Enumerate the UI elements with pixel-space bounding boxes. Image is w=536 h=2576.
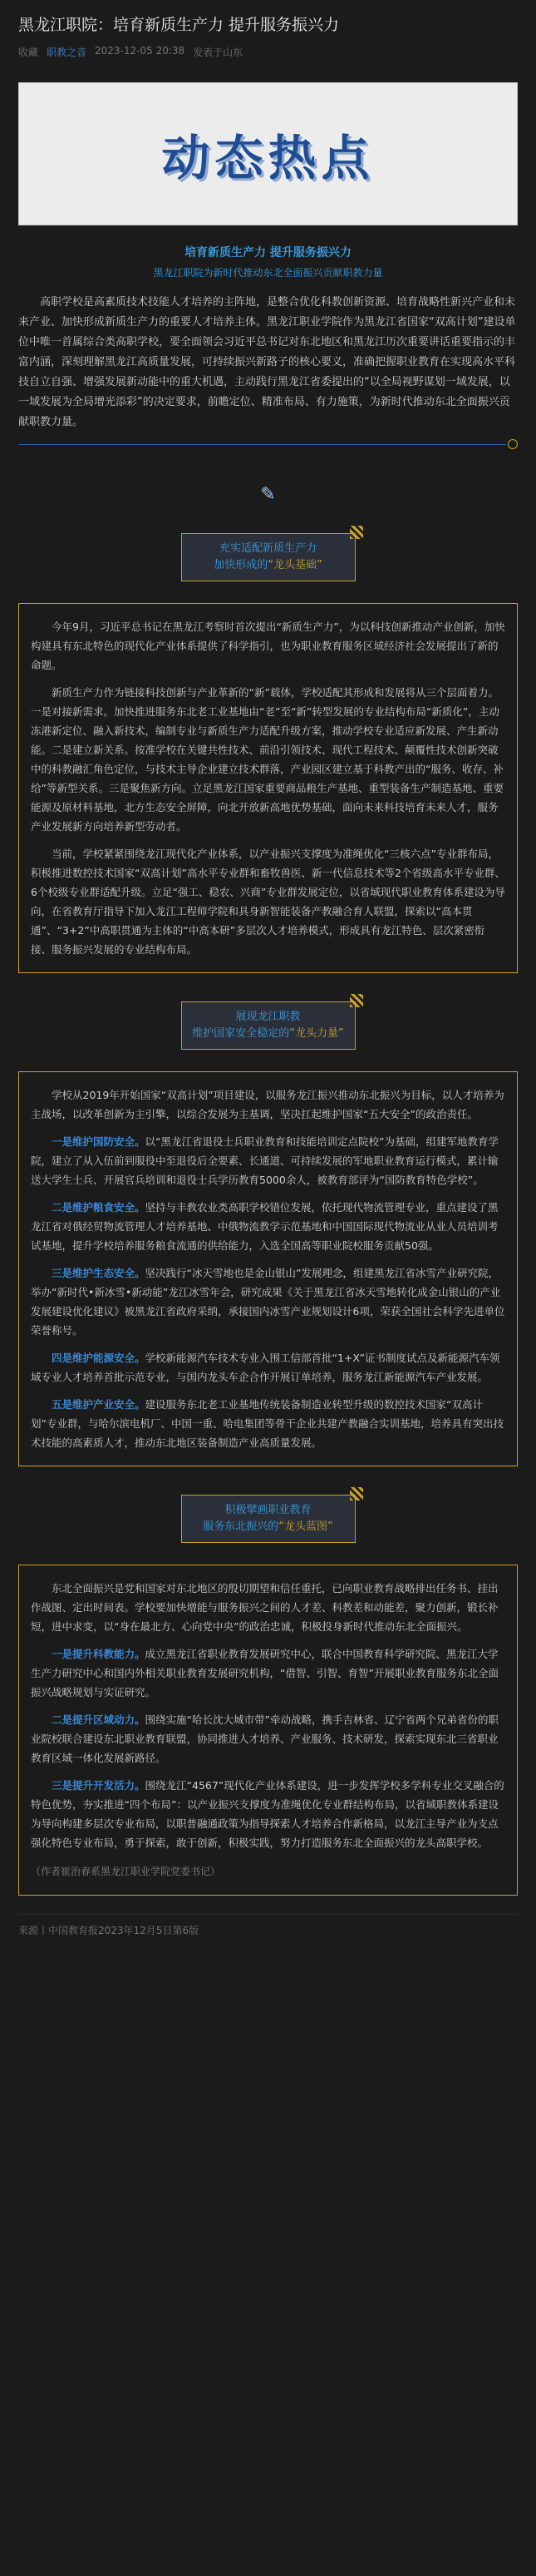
section-title-line1: 充实适配新质生产力 bbox=[219, 542, 317, 555]
paragraph-text: 学校新能源汽车技术专业入围工信部首批“1+X”证书制度试点及新能源汽车领域专业人才培养首批示范专业，与国内龙头车企合作开展订单培养，服务龙江新能源汽车产业发展。 bbox=[31, 1352, 500, 1383]
section-title-line2 bbox=[185, 1026, 352, 1042]
paragraph-text: 围绕龙江“4567”现代化产业体系建设，进一步发挥学校多学科专业交叉融合的特色优势，夯实推进“四个布局”：以产业振兴支撑度为准绳优化专业群结构布局，以省域职教体系建设为导向构建多层次专业布局，以职普融通政策为指导探索人才培养合作新格局，以龙江主导产业为支点强化特色专业布局，勇于探索，敢于创新，积极实践，努力打造服务东北全面振兴的龙头高职学校。 bbox=[31, 1779, 504, 1849]
paragraph-text: 成立黑龙江省职业教育发展研究中心，联合中国教育科学研究院、黑龙江大学生产力研究中心和国内外相关职业教育发展研究机构，“借智、引智、育智”开展职业教育服务东北全面振兴战略规划与实证研究。 bbox=[31, 1648, 499, 1698]
publish-date: 2023-12-05 20:38 bbox=[95, 45, 185, 57]
banner-image bbox=[18, 82, 518, 225]
paragraph-text: 坚决践行“冰天雪地也是金山银山”发展理念，组建黑龙江省冰雪产业研究院，举办“新时代•新冰雪•新动能”龙江冰雪年会，研究成果《关于黑龙江省冰天雪地转化成金山银山的产业发展建设优化建议》被黑龙江省政府采纳，承接国内冰雪产业规划设计6项，荣获全国社会科学先进单位荣誉称号。 bbox=[31, 1267, 505, 1337]
section-title-prefix: 加快形成的 bbox=[214, 559, 268, 571]
body-paragraph bbox=[31, 1132, 505, 1189]
section-title-line2 bbox=[185, 1519, 352, 1535]
body-paragraph bbox=[31, 1348, 505, 1387]
paragraph-text: 学校从2019年开始国家“双高计划”项目建设，以服务龙江振兴推动东北振兴为目标，以人才培养为主战场，以改革创新为主引擎，以综合发展为主基调，坚决扛起维护国家“五大安全”的政治责任。 bbox=[31, 1089, 504, 1120]
body-paragraph bbox=[31, 683, 505, 836]
body-paragraph bbox=[31, 1263, 505, 1340]
section-title-card bbox=[181, 533, 356, 581]
body-paragraph bbox=[31, 1579, 505, 1636]
paragraph-highlight: 二是维护粮食安全。 bbox=[52, 1201, 145, 1214]
article-title: 黑龙江职院：培育新质生产力 提升服务振兴力 bbox=[18, 16, 340, 34]
paragraph-text: 东北全面振兴是党和国家对东北地区的殷切期望和信任重托，已向职业教育战略排出任务书、挂出作战图、定出时间表。学校要加快增能与服务振兴之间的人才差、科教差和动能差，聚力创新，锻长补短，进中求变，以“身在最北方、心向党中央”的政治忠诚，积极投身新时代推动东北全面振兴。 bbox=[31, 1582, 499, 1633]
paragraph-text: 以“黑龙江省退役士兵职业教育和技能培训定点院校”为基础，组建军地教育学院，建立了从入伍前到服役中至退役后全要素、长通道、可持续发展的军地职业教育运行模式，累计输送大学生士兵、开展官兵培训和退役士兵学历教育5000余人，被教育部评为“国防教育特色学校”。 bbox=[31, 1135, 499, 1186]
heading-sub: 黑龙江职院为新时代推动东北全面振兴贡献职教力量 bbox=[153, 267, 383, 279]
body-paragraph bbox=[31, 1710, 505, 1768]
pen-icon: ✎ bbox=[260, 484, 276, 505]
section-title-card bbox=[181, 1495, 356, 1543]
body-paragraph bbox=[31, 1198, 505, 1255]
publish-location: 发表于山东 bbox=[193, 47, 243, 58]
divider-dot-icon bbox=[508, 439, 518, 449]
paragraph-text: 坚持与丰教农业类高职学校错位发展，依托现代物流管理专业，重点建设了黑龙江省对俄经贸物流管理人才培养基地、中俄物流教学示范基地和中国国际现代物流业从业人员培训考试基地，提升学校培养服务粮食流通的供给能力，入选全国高等职业院校服务贡献50强。 bbox=[31, 1201, 499, 1252]
footer-source: 来源丨中国教育报2023年12月5日第6版 bbox=[18, 1914, 518, 1937]
author-credit: （作者崔治春系黑龙江职业学院党委书记） bbox=[31, 1866, 221, 1877]
banner-text: 动态热点 bbox=[161, 130, 375, 186]
stripe-decoration-icon bbox=[350, 994, 363, 1007]
section-body-box bbox=[18, 1071, 518, 1466]
paragraph-text: 围绕实施“哈长沈大城市带”牵动战略，携手吉林省、辽宁省两个兄弟省份的职业院校联合建设东北职业教育联盟，协同推进人才培养、产业服务、技术研发，探索实现东北三省职业教育区域一体化发展新路径。 bbox=[31, 1713, 499, 1764]
paragraph-highlight: 四是维护能源安全。 bbox=[52, 1352, 145, 1364]
body-paragraph bbox=[31, 1395, 505, 1452]
section-title-prefix: 维护国家安全稳定的 bbox=[192, 1027, 290, 1040]
author-link[interactable]: 职教之音 bbox=[47, 47, 87, 58]
section-title-prefix: 服务东北振兴的 bbox=[203, 1520, 279, 1533]
paragraph-text: 当前，学校紧紧围绕龙江现代化产业体系，以产业振兴支撑度为准绳优化“三核六点”专业群布局，积极推进数控技术国家“双高计划”高水平专业群和畜牧兽医、新一代信息技术等2个省级高水平专业群、6个校级专业群适配升级。立足“强工、稳农、兴商”专业群发展定位，以省域现代职业教育体系建设为导向，在省教育厅指导下加入龙江工程师学院和具身新智能装备产教融合育人联盟，探索以“高本贯通”、“3+2”中高职贯通为主体的“中高本研”多层次人才培养模式，形成具有龙江特色、层次紧密衔接、服务振兴发展的专业结构布局。 bbox=[31, 848, 505, 956]
paragraph-highlight: 一是维护国防安全。 bbox=[52, 1135, 145, 1148]
body-paragraph bbox=[31, 1085, 505, 1124]
stripe-decoration-icon bbox=[350, 526, 363, 539]
divider-line bbox=[18, 444, 506, 445]
sections-container bbox=[18, 533, 518, 1896]
article-heading bbox=[18, 244, 518, 279]
body-paragraph bbox=[31, 1644, 505, 1702]
section-title-accent: “龙头基础” bbox=[268, 559, 322, 571]
section-body-box bbox=[18, 1565, 518, 1896]
section-title-line1: 积极擘画职业教育 bbox=[224, 1504, 312, 1516]
paragraph-highlight: 三是提升开发活力。 bbox=[52, 1779, 145, 1792]
stripe-decoration-icon bbox=[350, 1487, 363, 1501]
section-title-accent: “龙头蓝图” bbox=[278, 1520, 333, 1533]
body-paragraph bbox=[31, 1776, 505, 1852]
paragraph-text: 新质生产力作为链接科技创新与产业革新的“新”载体，学校适配其形成和发展将从三个层面着力。一是对接新需求。加快推进服务东北老工业基地由“老”至“新”转型发展的专业结构布局“新质化”，主动冻港新定位、融入新技术，编制专业与新质生产力适配升级方案，推动学校专业适应新发展、产生新动能。二是建立新关系。按准学校在关键共性技术、前沿引领技术、现代工程技术、颠覆性技术创新突破中的科教融汇角色定位，与技术主导企业建立技术群落，产业园区建立基于科教产出的“服务、收存、补给”等新型关系。三是聚焦新方向。立足黑龙江国家重要商品粮生产基地、重型装备生产制造基地、重要能源及原材料基地，北方生态安全屏障，向北开放新高地优势基础，面向未来科技培育未来人才，服务产业发展新方向培养新型劳动者。 bbox=[31, 686, 504, 833]
source-label: 收藏 bbox=[18, 47, 39, 58]
article-meta bbox=[18, 45, 518, 59]
body-paragraph bbox=[31, 617, 505, 675]
section-title-card bbox=[181, 1001, 356, 1050]
intro-paragraph: 高职学校是高素质技术技能人才培养的主阵地，是整合优化科教创新资源、培育战略性新兴产业和未来产业、加快形成新质生产力的重要人才培养主体。黑龙江职业学院作为黑龙江省国家“双高计划”建设单位中唯一首属综合类高职学校，要全面领会习近平总书记对东北地区和黑龙江历次重要讲话重要指示的丰富内涵，深刻理解黑龙江高质量发展，可持续振兴新路子的核心要义，准确把握职业教育在实现高水平科技自立自强、增强发展新动能中的重大机遇，主动践行黑龙江省委提出的“以全局视野谋划一域发展，以一域发展为全局增光添彩”的决定要求，前瞻定位、精准布局、有力施策，为新时代推动东北全面振兴贡献职教力量。 bbox=[18, 296, 516, 428]
paragraph-highlight: 三是维护生态安全。 bbox=[52, 1267, 145, 1279]
section-title-line1: 展现龙江职教 bbox=[235, 1011, 301, 1023]
paragraph-highlight: 一是提升科教能力。 bbox=[52, 1648, 145, 1660]
section-title-line2 bbox=[185, 557, 352, 574]
divider bbox=[18, 439, 518, 451]
paragraph-text: 建设服务东北老工业基地传统装备制造业转型升级的数控技术国家“双高计划”专业群，与哈尔滨电机厂、中国一重、哈电集团等骨干企业共建产教融合实训基地，培养具有突出技术技能的高素质人才，推动东北地区装备制造产业高质量发展。 bbox=[31, 1398, 504, 1449]
section-title-accent: “龙头力量” bbox=[289, 1027, 344, 1040]
paragraph-text: 今年9月，习近平总书记在黑龙江考察时首次提出“新质生产力”，为以科技创新推动产业创新，加快构建具有东北特色的现代化产业体系提供了科学指引，也为职业教育服务区域经济社会发展提出了新的命题。 bbox=[31, 621, 505, 671]
paragraph-highlight: 二是提升区域动力。 bbox=[52, 1713, 145, 1726]
heading-main: 培育新质生产力 提升服务振兴力 bbox=[184, 246, 352, 260]
section-body-box bbox=[18, 603, 518, 973]
paragraph-highlight: 五是维护产业安全。 bbox=[52, 1398, 145, 1411]
body-paragraph bbox=[31, 844, 505, 959]
